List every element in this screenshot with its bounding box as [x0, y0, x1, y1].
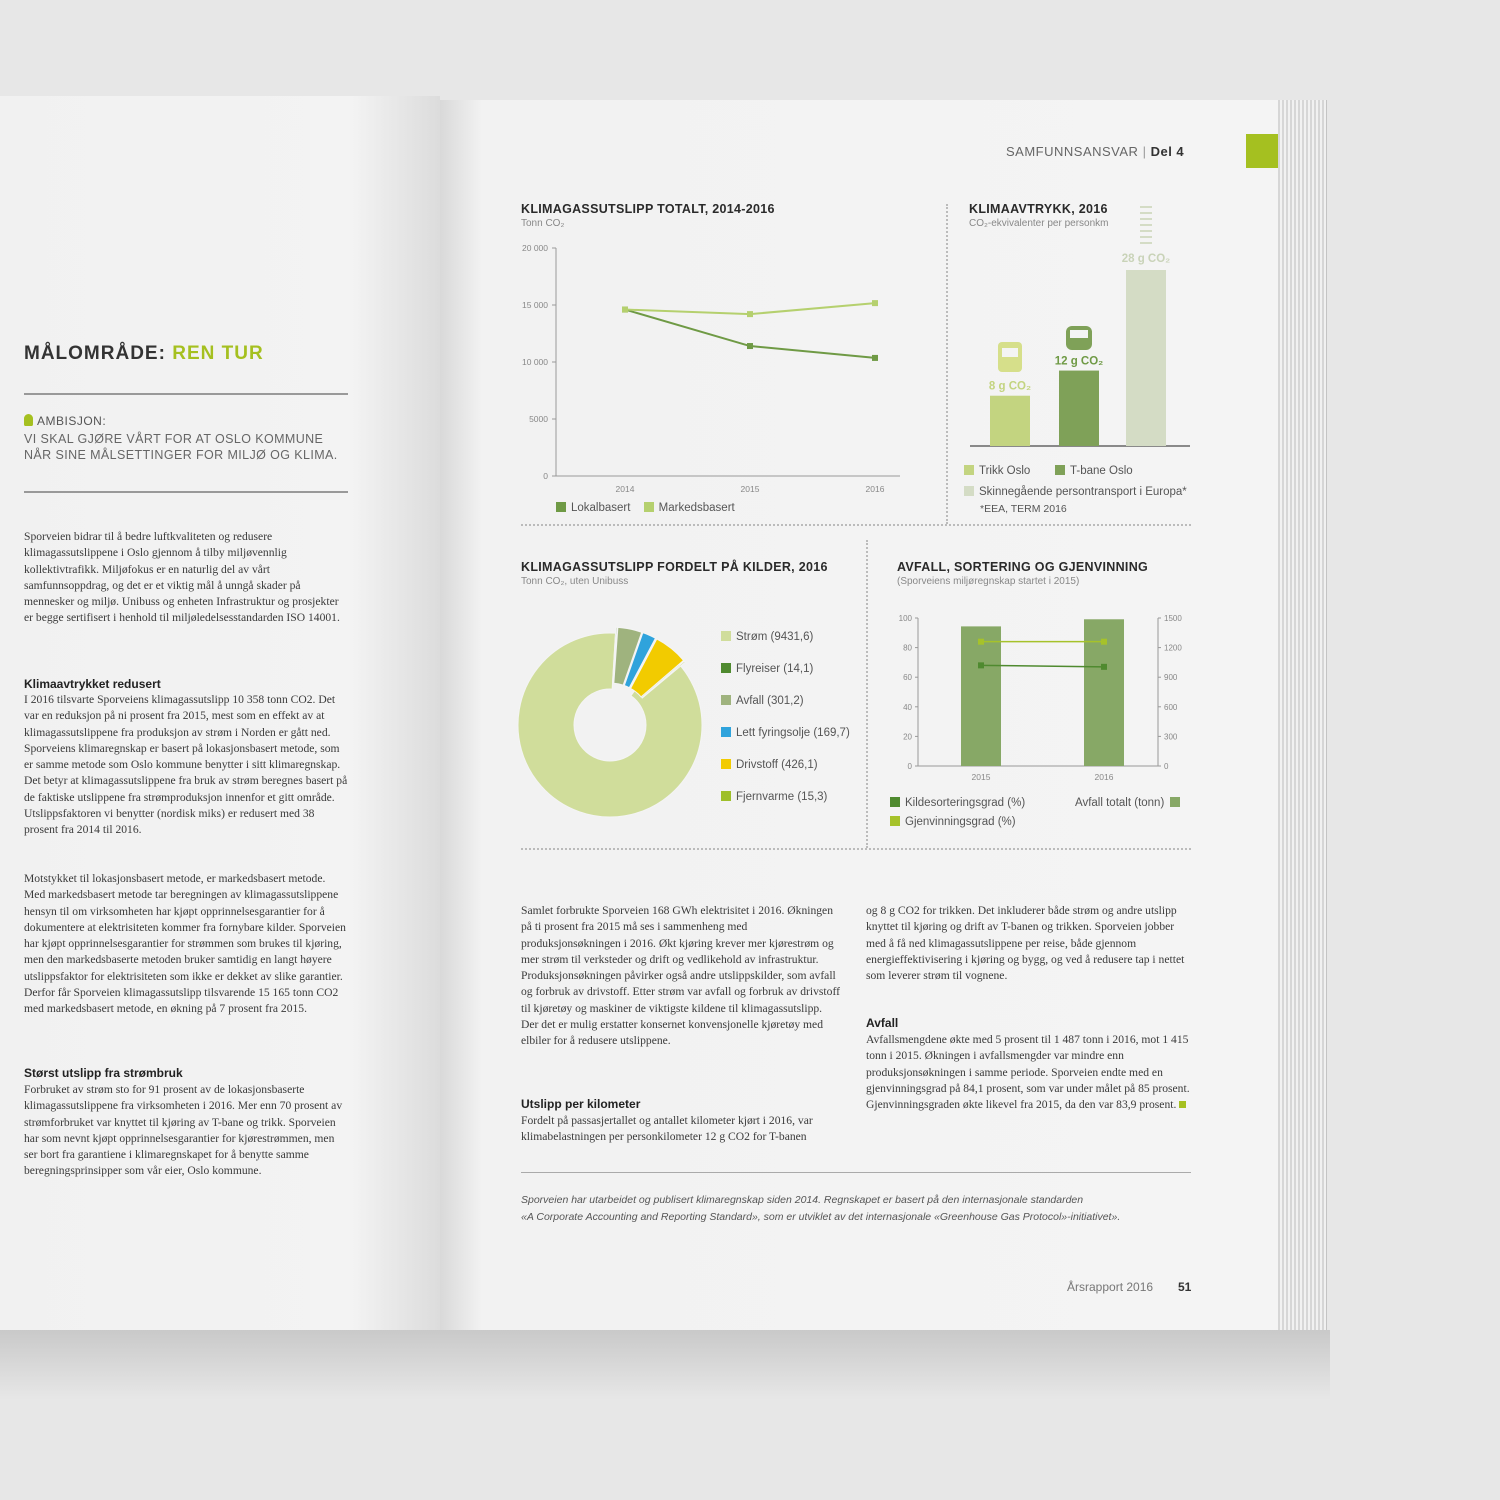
- lightbulb-icon: [24, 414, 33, 426]
- legend-label: Avfall (301,2): [736, 695, 804, 707]
- left-tick-label: 80: [903, 643, 912, 653]
- body-col1: Samlet forbrukte Sporveien 168 GWh elektrisitet i 2016. Økningen på ti prosent fra 2015 må ses i sammenheng med produksjonsøkningen i 2016. Økt kjøring krever mer kjørestrøm og mer strøm til verksteder og drift og vedlikehold av infrastruktur. Produksjonsøkningen påvirker også andre utslippskilder, som avfall og forbruk av drivstoff. Etter strøm var avfall og forbruk av drivstoff til kjøretøy og maskiner de viktigste kildene til klimagassutslipp. Der det er mulig erstatter konsernet konvensjonelle kjøretøy med elbiler for å redusere utslippene.: [521, 904, 840, 1048]
- legend-label: Flyreiser (14,1): [736, 663, 814, 675]
- right-tick-label: 1200: [1164, 643, 1182, 653]
- goal-highlight: REN TUR: [172, 343, 264, 364]
- chart1-subtitle: Tonn CO₂: [521, 218, 565, 229]
- train-icon: [1140, 206, 1152, 208]
- x-tick-label: 2015: [740, 484, 760, 494]
- legend-label: Fjernvarme (15,3): [736, 791, 828, 803]
- data-point: [747, 343, 753, 349]
- donut-chart-sources: [512, 605, 712, 830]
- chart4-legend-avfall: [1075, 797, 1180, 809]
- left-tick-label: 100: [898, 614, 912, 623]
- legend-label: Kildesorteringsgrad (%): [905, 797, 1026, 809]
- goal-prefix: MÅLOMRÅDE:: [24, 343, 166, 364]
- legend-item: [721, 631, 850, 643]
- chart4-legend-gjenvinning: [890, 816, 1016, 828]
- body-col2: og 8 g CO2 for trikken. Det inkluderer både strøm og andre utslipp knyttet til kjøring og drift av T-banen og trikken. Sporveien jobber med å få ned klimagassutslippene per reise, både gjennom energieffektivisering i kjøring og bygg, og ved å redusere tap i nettet som leverer strøm til vognene.: [866, 904, 1185, 983]
- y-tick-label: 5000: [529, 414, 548, 424]
- legend-swatch: [721, 759, 731, 769]
- legend-label: Skinnegående persontransport i Europa*: [979, 486, 1187, 498]
- train-icon: [1140, 218, 1152, 220]
- end-mark-icon: [1179, 1101, 1186, 1108]
- separator: [946, 204, 948, 524]
- page-edges: [1278, 100, 1327, 1330]
- body-col1b: Fordelt på passasjertallet og antallet kilometer kjørt i 2016, var klimabelastningen per personkilometer 12 g CO2 for T-banen: [521, 1114, 813, 1144]
- x-tick-label: 2016: [1094, 772, 1114, 782]
- train-icon: [1140, 224, 1152, 226]
- legend-swatch: [721, 631, 731, 641]
- tram-window: [1002, 348, 1018, 357]
- legend-label: Trikk Oslo: [979, 465, 1031, 477]
- y-tick-label: 20 000: [522, 243, 548, 253]
- ambition-text: VI SKAL GJØRE VÅRT FOR AT OSLO KOMMUNE NÅR SINE MÅLSETTINGER FOR MILJØ OG KLIMA.: [24, 432, 338, 462]
- paragraph-markedsbasert: Motstykket til lokasjonsbasert metode, er markedsbasert metode. Med markedsbasert metode tar beregningen av klimagassutslippene hensyn til om virksomheten har kjøpt opprinnelsesgarantier for å dokumentere at elektrisiteten kommer fra fornybare kilder. Sporveien har kjøpt opprinnelsesgarantier for strømmen som brukes til kjøring, men den markedsbaserte metoden bruker samtidig en langt høyere utslippsfaktor for elektrisiteten som ikke er dekket av slike garantier. Derfor får Sporveien klimagassutslipp tilsvarende 15 165 tonn CO2 med markedsbasert metode, en økning på 7 prosent fra 2015.: [24, 872, 346, 1016]
- right-tick-label: 0: [1164, 762, 1169, 771]
- ambition-label: [24, 414, 106, 428]
- header-part: Del 4: [1150, 144, 1185, 159]
- chart4-title: AVFALL, SORTERING OG GJENVINNING: [897, 560, 1149, 574]
- train-icon: [1140, 242, 1152, 244]
- separator: [521, 848, 1191, 850]
- x-tick-label: 2015: [971, 772, 991, 782]
- bar: [990, 396, 1030, 446]
- legend-item: [721, 695, 850, 707]
- legend-label: Lokalbasert: [571, 502, 631, 514]
- legend-label: Markedsbasert: [658, 502, 735, 514]
- legend-swatch: [721, 695, 731, 705]
- paragraph-klimaavtrykk: I 2016 tilsvarte Sporveiens klimagassutslipp 10 358 tonn CO2. Det var en reduksjon på ni prosent fra 2015, mest som en effekt av at klimagassutslippene fra produksjon av strøm i Norden er gått ned. Sporveiens klimaregnskap er basert på lokasjonsbasert metode, som er samme metode som Oslo kommune benytter i sitt klimaregnskap. Det betyr at klimagassutslippene fra bruk av strøm beregnes basert på de faktiske utslippene fra strømproduksjon innenfor et gitt område. Utslippsfaktoren vi benytter (nordisk miks) er redusert med 38 prosent fra 2014 til 2016.: [24, 693, 348, 837]
- chart1-legend: [556, 502, 735, 514]
- footnote-line1: Sporveien har utarbeidet og publisert klimaregnskap siden 2014. Regnskapet er basert på den internasjonale standarden: [521, 1194, 1084, 1206]
- divider: [24, 393, 348, 395]
- data-point: [1101, 639, 1107, 645]
- book-shadow: [0, 1330, 1330, 1400]
- page-number: 51: [1178, 1280, 1192, 1294]
- chart3-legend: [721, 631, 850, 823]
- left-tick-label: 40: [903, 702, 912, 712]
- data-point: [978, 662, 984, 668]
- body-col2b-text: Avfallsmengdene økte med 5 prosent til 1 487 tonn i 2016, mot 1 415 tonn i 2015. Økningen i avfallsmengder var mindre enn produksjonsøkningen i samme periode. Sporveien endte med en gjenvinningsgrad på 84,1 prosent, som var under målet på 85 prosent. Gjenvinningsgraden økte likevel fra 2015, da den var 83,9 prosent.: [866, 1033, 1190, 1112]
- legend-label: Gjenvinningsgrad (%): [905, 816, 1016, 828]
- right-tick-label: 900: [1164, 673, 1178, 683]
- data-point: [1101, 664, 1107, 670]
- subheading-avfall: Avfall: [866, 1016, 899, 1030]
- metro-window: [1070, 330, 1088, 338]
- subheading-strombruk: Størst utslipp fra strømbruk: [24, 1066, 183, 1080]
- ambition-label-text: AMBISJON:: [37, 414, 107, 428]
- bar: [1059, 371, 1099, 446]
- data-point: [872, 355, 878, 361]
- legend-item: [721, 791, 850, 803]
- separator: [866, 540, 868, 848]
- footer-report: Årsrapport 2016: [1067, 1280, 1154, 1294]
- data-point: [622, 307, 628, 313]
- bar-chart-climate-footprint: [960, 200, 1200, 454]
- y-tick-label: 10 000: [522, 357, 548, 367]
- divider: [521, 1172, 1191, 1173]
- data-point: [872, 300, 878, 306]
- chart4-subtitle: (Sporveiens miljøregnskap startet i 2015): [897, 576, 1080, 587]
- right-tick-label: 1500: [1164, 614, 1182, 623]
- section-tab: [1246, 134, 1278, 168]
- chart1-title: KLIMAGASSUTSLIPP TOTALT, 2014-2016: [521, 202, 775, 216]
- footnote-line2: «A Corporate Accounting and Reporting Standard», som er utviklet av det internasjonale «Greenhouse Gas Protocol»-initiativet».: [521, 1211, 1121, 1223]
- left-tick-label: 0: [907, 762, 912, 771]
- y-tick-label: 15 000: [522, 300, 548, 310]
- legend-label: Strøm (9431,6): [736, 631, 814, 643]
- bar-value-label: 28 g CO₂: [1121, 253, 1171, 265]
- data-point: [978, 639, 984, 645]
- legend-label: T-bane Oslo: [1070, 465, 1133, 477]
- chart2-subtitle: CO₂-ekvivalenter per personkm: [969, 218, 1109, 229]
- chart2-note: *EEA, TERM 2016: [980, 503, 1067, 515]
- legend-label: Avfall totalt (tonn): [1075, 797, 1165, 809]
- x-tick-label: 2016: [865, 484, 885, 494]
- chart3-title: KLIMAGASSUTSLIPP FORDELT PÅ KILDER, 2016: [521, 560, 828, 574]
- divider: [24, 491, 348, 493]
- train-icon: [1140, 236, 1152, 238]
- legend-swatch: [721, 663, 731, 673]
- header-section: SAMFUNNSANSVAR: [1006, 144, 1139, 159]
- subheading-per-km: Utslipp per kilometer: [521, 1097, 641, 1111]
- left-tick-label: 20: [903, 732, 912, 742]
- train-icon: [1140, 230, 1152, 232]
- bar-value-label: 12 g CO₂: [1054, 355, 1104, 368]
- legend-swatch: [721, 791, 731, 801]
- left-tick-label: 60: [903, 673, 912, 683]
- chart2-legend-europe: [964, 486, 1187, 498]
- train-icon: [1140, 212, 1152, 214]
- legend-label: Lett fyringsolje (169,7): [736, 727, 850, 739]
- bar: [961, 626, 1001, 766]
- x-tick-label: 2014: [615, 484, 635, 494]
- combo-chart-waste: [888, 608, 1198, 788]
- running-header: SAMFUNNSANSVAR | Del 4: [1006, 144, 1185, 159]
- goal-heading: [24, 343, 264, 365]
- legend-label: Drivstoff (426,1): [736, 759, 818, 771]
- chart4-legend-kildesortering: [890, 797, 1025, 809]
- subheading-klimaavtrykk: Klimaavtrykket redusert: [24, 677, 161, 691]
- right-tick-label: 600: [1164, 702, 1178, 712]
- legend-item-lokalbasert: [556, 502, 630, 514]
- data-point: [747, 311, 753, 317]
- chart3-subtitle: Tonn CO₂, uten Unibuss: [521, 576, 629, 587]
- separator: [521, 524, 1191, 526]
- legend-item-markedsbasert: [644, 502, 735, 514]
- legend-swatch: [721, 727, 731, 737]
- body-col2b: [866, 1032, 1191, 1113]
- bar: [1126, 270, 1166, 446]
- bar-value-label: 8 g CO₂: [988, 380, 1032, 393]
- y-tick-label: 0: [543, 471, 548, 481]
- chart2-legend-tram: [964, 465, 1030, 477]
- right-tick-label: 300: [1164, 732, 1178, 742]
- intro-paragraph: Sporveien bidrar til å bedre luftkvaliteten og redusere klimagassutslippene i Oslo gjennom å tilby miljøvennlig kollektivtrafikk. Miljøfokus er en naturlig del av vårt samfunnsoppdrag, og det er et viktig mål å unngå skader på mennesker og miljø. Unibuss og enheten Infrastruktur og prosjekter er begge sertifisert i henhold til miljøledelsesstandarden ISO 14001.: [24, 530, 340, 625]
- legend-item: [721, 663, 850, 675]
- legend-item: [721, 759, 850, 771]
- chart2-title: KLIMAAVTRYKK, 2016: [969, 202, 1108, 216]
- line-chart-emissions: [510, 236, 910, 498]
- chart2-legend-metro: [1055, 465, 1133, 477]
- paragraph-strombruk: Forbruket av strøm sto for 91 prosent av de lokasjonsbaserte klimagassutslippene fra virksomheten i 2016. Mer enn 70 prosent av strømforbruket var knyttet til kjøring av T-bane og trikk. Sporveien har som nevnt kjøpt opprinnelsesgarantier for kjørestrømmen, men ser bort fra garantiene i klimaregnskapet for å benytte samme beregningsprinsipper som vår eier, Oslo kommune.: [24, 1083, 343, 1178]
- legend-item: [721, 727, 850, 739]
